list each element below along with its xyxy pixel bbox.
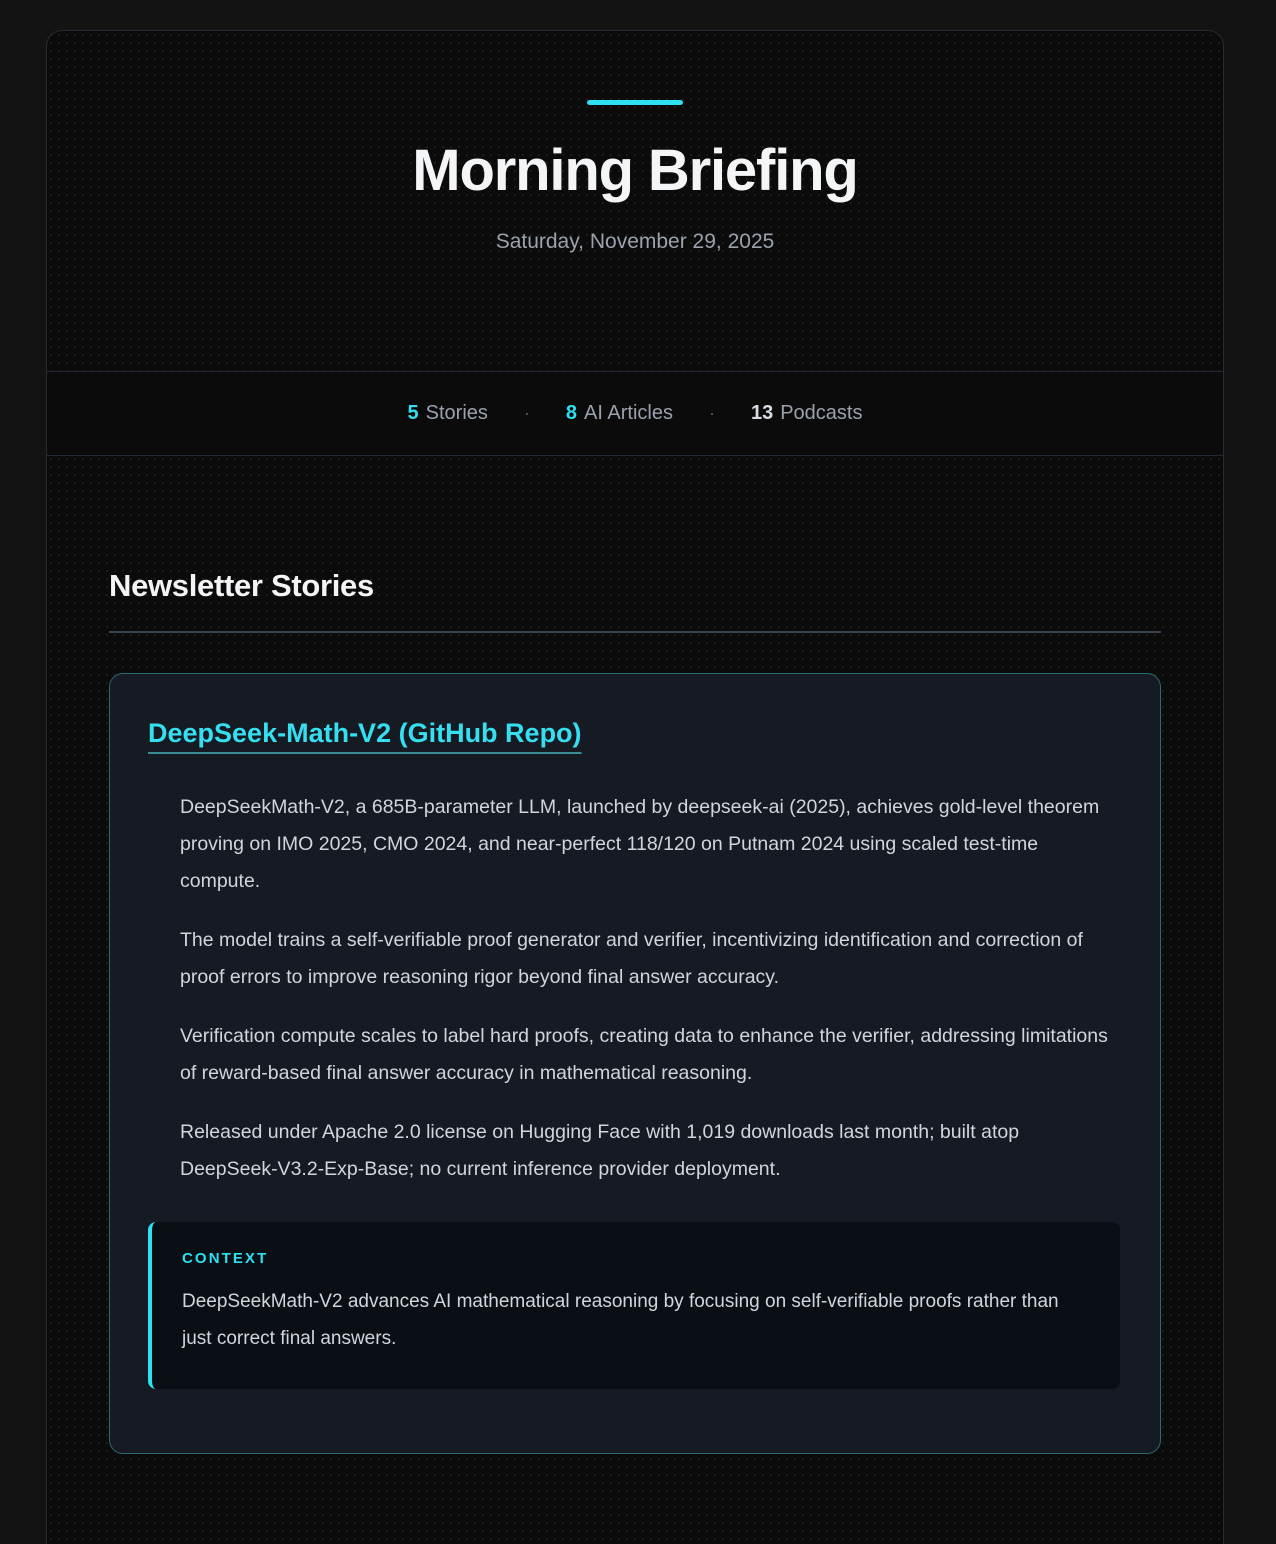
stories-label: Stories [425,402,488,424]
story-paragraph: Verification compute scales to label hard proofs, creating data to enhance the verifier, addressing limitations of reward-based final answer accuracy in mathematical reasoning. [180,1025,1108,1084]
stories-count: 5 [407,402,419,424]
ai-articles-label: AI Articles [584,402,673,424]
accent-bar [587,100,683,105]
story-body [148,789,1120,1188]
context-text: DeepSeekMath-V2 advances AI mathematical reasoning by focusing on self-verifiable proofs rather than just correct final answers. [182,1291,1059,1349]
context-label: CONTEXT [182,1250,269,1267]
header [47,31,1223,371]
content-area [47,568,1223,1534]
section-divider [109,631,1161,633]
context-box [148,1222,1120,1389]
stat-ai-articles [566,402,673,425]
ai-articles-count: 8 [565,402,578,424]
story-paragraph: Released under Apache 2.0 license on Hugging Face with 1,019 downloads last month; built atop DeepSeek-V3.2-Exp-Base; no current inference provider deployment. [180,1121,1020,1180]
story-paragraph: The model trains a self-verifiable proof generator and verifier, incentivizing identification and correction of proof errors to improve reasoning rigor beyond final answer accuracy. [180,929,1083,988]
story-card [109,673,1161,1454]
stat-separator-dot: · [523,403,530,423]
section-heading: Newsletter Stories [109,568,374,603]
briefing-container [46,30,1224,1544]
story-title-link[interactable]: DeepSeek-Math-V2 (GitHub Repo) [148,718,582,748]
stat-separator-dot: · [708,403,715,423]
podcasts-label: Podcasts [780,402,863,424]
page-title: Morning Briefing [412,138,858,203]
story-paragraph: DeepSeekMath-V2, a 685B-parameter LLM, launched by deepseek-ai (2025), achieves gold-level theorem proving on IMO 2025, CMO 2024, and near-perfect 118/120 on Putnam 2024 using scaled test-time compute. [180,796,1100,892]
page-date: Saturday, November 29, 2025 [495,229,775,253]
stats-bar [47,371,1223,456]
podcasts-count: 13 [750,402,774,424]
stat-stories [408,402,488,425]
stat-podcasts [751,402,863,425]
